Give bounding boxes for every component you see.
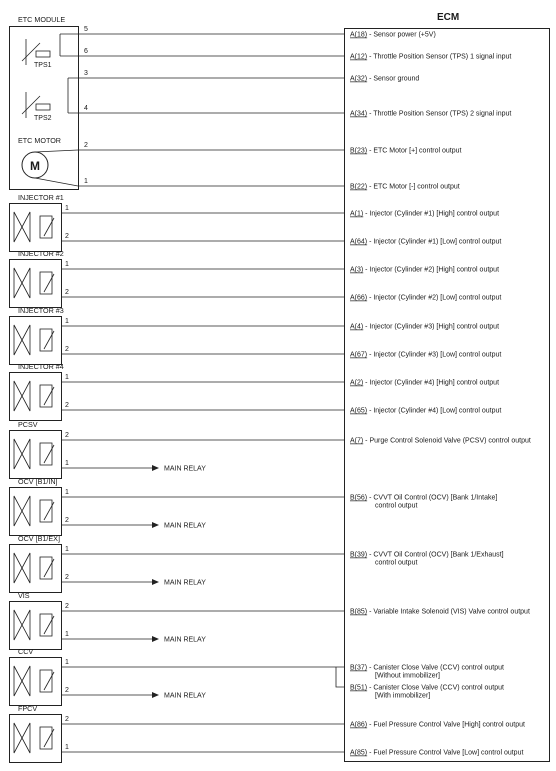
- component-6: [10, 534, 504, 593]
- etc-motor-wire-b: [35, 178, 78, 186]
- pin-top: 1: [65, 489, 69, 496]
- ecm-terminal-A18: A(18) - Sensor power (+5V): [350, 31, 436, 39]
- solenoid-valve-icon: [14, 553, 30, 583]
- component-0: [10, 193, 502, 252]
- solenoid-arrow-icon: [44, 445, 54, 463]
- main-relay-label: MAIN RELAY: [164, 465, 206, 473]
- pin-bottom: 1: [65, 460, 69, 467]
- solenoid-arrow-icon: [44, 331, 54, 349]
- component-1: [10, 249, 502, 308]
- pin-top: 2: [65, 432, 69, 439]
- etc-pin-1: 1: [84, 178, 88, 185]
- tps2-wiper: [22, 96, 40, 114]
- component-title: INJECTOR #1: [18, 193, 64, 202]
- component-box: [10, 260, 62, 308]
- solenoid-valve-icon: [14, 723, 30, 753]
- etc-motor-symbol: M: [30, 159, 40, 173]
- component-box: [10, 715, 62, 763]
- component-title: OCV [B1/IN]: [18, 477, 58, 486]
- tps1-resistor: [36, 51, 50, 57]
- component-4: [10, 420, 531, 479]
- component-box: [10, 545, 62, 593]
- arrow-icon: [152, 692, 159, 698]
- ecm-terminal-top: A(7) - Purge Control Solenoid Valve (PCSV) control output: [350, 437, 531, 445]
- component-box: [10, 373, 62, 421]
- ecm-terminal-top-cont: control output: [375, 502, 418, 510]
- solenoid-arrow-icon: [44, 672, 54, 690]
- ecm-terminal-top: A(1) - Injector (Cylinder #1) [High] control output: [350, 210, 500, 218]
- solenoid-coil-icon: [40, 727, 52, 749]
- ecm-terminal-top: B(56) - CVVT Oil Control (OCV) [Bank 1/Intake]: [350, 494, 498, 502]
- ecm-terminal-top: A(2) - Injector (Cylinder #4) [High] control output: [350, 379, 500, 387]
- main-relay-label: MAIN RELAY: [164, 692, 206, 700]
- solenoid-valve-icon: [14, 268, 30, 298]
- solenoid-coil-icon: [40, 557, 52, 579]
- etc-pin-2: 2: [84, 142, 88, 149]
- component-box: [10, 602, 62, 650]
- wire-branch: [336, 667, 345, 687]
- pin-bottom: 2: [65, 346, 69, 353]
- ecm-terminal-A12: A(12) - Throttle Position Sensor (TPS) 1 signal input: [350, 53, 512, 61]
- tps1-wiper: [22, 43, 40, 61]
- ecm-terminal-top: A(4) - Injector (Cylinder #3) [High] control output: [350, 323, 500, 331]
- component-box: [10, 431, 62, 479]
- component-title: PCSV: [18, 420, 38, 429]
- component-title: INJECTOR #3: [18, 306, 64, 315]
- main-relay-label: MAIN RELAY: [164, 579, 206, 587]
- tps1-label: TPS1: [34, 62, 52, 69]
- solenoid-arrow-icon: [44, 274, 54, 292]
- pin-top: 2: [65, 603, 69, 610]
- ecm-title: ECM: [437, 12, 460, 23]
- ecm-terminal-top-cont: [Without immobilizer]: [375, 672, 440, 680]
- etc-motor-title: ETC MOTOR: [18, 136, 61, 145]
- pin-top: 2: [65, 716, 69, 723]
- pin-bottom: 2: [65, 574, 69, 581]
- pin-bottom: 1: [65, 744, 69, 751]
- solenoid-coil-icon: [40, 614, 52, 636]
- solenoid-arrow-icon: [44, 559, 54, 577]
- solenoid-coil-icon: [40, 500, 52, 522]
- solenoid-arrow-icon: [44, 502, 54, 520]
- ecm-terminal-top-cont: control output: [375, 559, 418, 567]
- component-box: [10, 317, 62, 365]
- ecm-terminal-A32: A(32) - Sensor ground: [350, 75, 420, 83]
- solenoid-valve-icon: [14, 496, 30, 526]
- ecm-terminal-bottom: A(67) - Injector (Cylinder #3) [Low] control output: [350, 351, 502, 359]
- arrow-icon: [152, 465, 159, 471]
- solenoid-arrow-icon: [44, 616, 54, 634]
- arrow-icon: [152, 522, 159, 528]
- pin-top: 1: [65, 374, 69, 381]
- pin-top: 1: [65, 659, 69, 666]
- ecm-terminal-top: B(85) - Variable Intake Solenoid (VIS) Valve control output: [350, 608, 530, 616]
- component-title: OCV [B1/EX]: [18, 534, 60, 543]
- pin-bottom: 1: [65, 631, 69, 638]
- component-3: [10, 362, 502, 421]
- component-title: FPCV: [18, 704, 38, 713]
- component-title: INJECTOR #2: [18, 249, 64, 258]
- ecm-terminal-top: A(86) - Fuel Pressure Control Valve [High] control output: [350, 721, 525, 729]
- arrow-icon: [152, 579, 159, 585]
- solenoid-valve-icon: [14, 325, 30, 355]
- ecm-terminal-branch: B(51) - Canister Close Valve (CCV) control output: [350, 684, 504, 692]
- solenoid-valve-icon: [14, 381, 30, 411]
- ecm-terminal-B22: B(22) - ETC Motor [-] control output: [350, 183, 460, 191]
- component-box: [10, 488, 62, 536]
- etc-pin-4: 4: [84, 105, 88, 112]
- ecm-terminal-bottom: A(85) - Fuel Pressure Control Valve [Low] control output: [350, 749, 524, 757]
- solenoid-coil-icon: [40, 443, 52, 465]
- component-8: [10, 647, 504, 706]
- component-title: VIS: [18, 591, 30, 600]
- solenoid-coil-icon: [40, 329, 52, 351]
- tps2-resistor: [36, 104, 50, 110]
- pin-bottom: 2: [65, 687, 69, 694]
- solenoid-arrow-icon: [44, 729, 54, 747]
- etc-module-title: ETC MODULE: [18, 15, 66, 24]
- solenoid-valve-icon: [14, 212, 30, 242]
- component-box: [10, 204, 62, 252]
- main-relay-label: MAIN RELAY: [164, 522, 206, 530]
- solenoid-coil-icon: [40, 670, 52, 692]
- solenoid-valve-icon: [14, 666, 30, 696]
- solenoid-valve-icon: [14, 439, 30, 469]
- solenoid-valve-icon: [14, 610, 30, 640]
- solenoid-arrow-icon: [44, 387, 54, 405]
- component-5: [10, 477, 498, 536]
- component-9: [10, 704, 526, 763]
- pin-bottom: 2: [65, 289, 69, 296]
- ecm-terminal-A34: A(34) - Throttle Position Sensor (TPS) 2 signal input: [350, 110, 512, 118]
- component-7: [10, 591, 530, 650]
- ecm-terminal-branch-cont: [With immobilizer]: [375, 692, 431, 700]
- pin-bottom: 2: [65, 233, 69, 240]
- pin-top: 1: [65, 205, 69, 212]
- pin-top: 1: [65, 318, 69, 325]
- arrow-icon: [152, 636, 159, 642]
- solenoid-coil-icon: [40, 272, 52, 294]
- ecm-terminal-top: B(39) - CVVT Oil Control (OCV) [Bank 1/Exhaust]: [350, 551, 504, 559]
- pin-top: 1: [65, 261, 69, 268]
- etc-pin-6: 6: [84, 48, 88, 55]
- ecm-terminal-bottom: A(65) - Injector (Cylinder #4) [Low] control output: [350, 407, 502, 415]
- pin-bottom: 2: [65, 517, 69, 524]
- ecm-terminal-bottom: A(66) - Injector (Cylinder #2) [Low] control output: [350, 294, 502, 302]
- component-title: CCV: [18, 647, 34, 656]
- etc-module: [10, 15, 512, 191]
- ecm-terminal-bottom: A(64) - Injector (Cylinder #1) [Low] control output: [350, 238, 502, 246]
- ecm-terminal-B23: B(23) - ETC Motor [+] control output: [350, 147, 462, 155]
- etc-pin-5: 5: [84, 26, 88, 33]
- ecm-terminal-top: A(3) - Injector (Cylinder #2) [High] control output: [350, 266, 500, 274]
- component-box: [10, 658, 62, 706]
- ecm-box: [345, 29, 550, 762]
- solenoid-arrow-icon: [44, 218, 54, 236]
- solenoid-coil-icon: [40, 385, 52, 407]
- main-relay-label: MAIN RELAY: [164, 636, 206, 644]
- etc-pin-3: 3: [84, 70, 88, 77]
- pin-top: 1: [65, 546, 69, 553]
- tps2-label: TPS2: [34, 115, 52, 122]
- component-title: INJECTOR #4: [18, 362, 64, 371]
- etc-motor-wire-a: [35, 150, 78, 152]
- pin-bottom: 2: [65, 402, 69, 409]
- solenoid-coil-icon: [40, 216, 52, 238]
- ecm-terminal-top: B(37) - Canister Close Valve (CCV) control output: [350, 664, 504, 672]
- component-2: [10, 306, 502, 365]
